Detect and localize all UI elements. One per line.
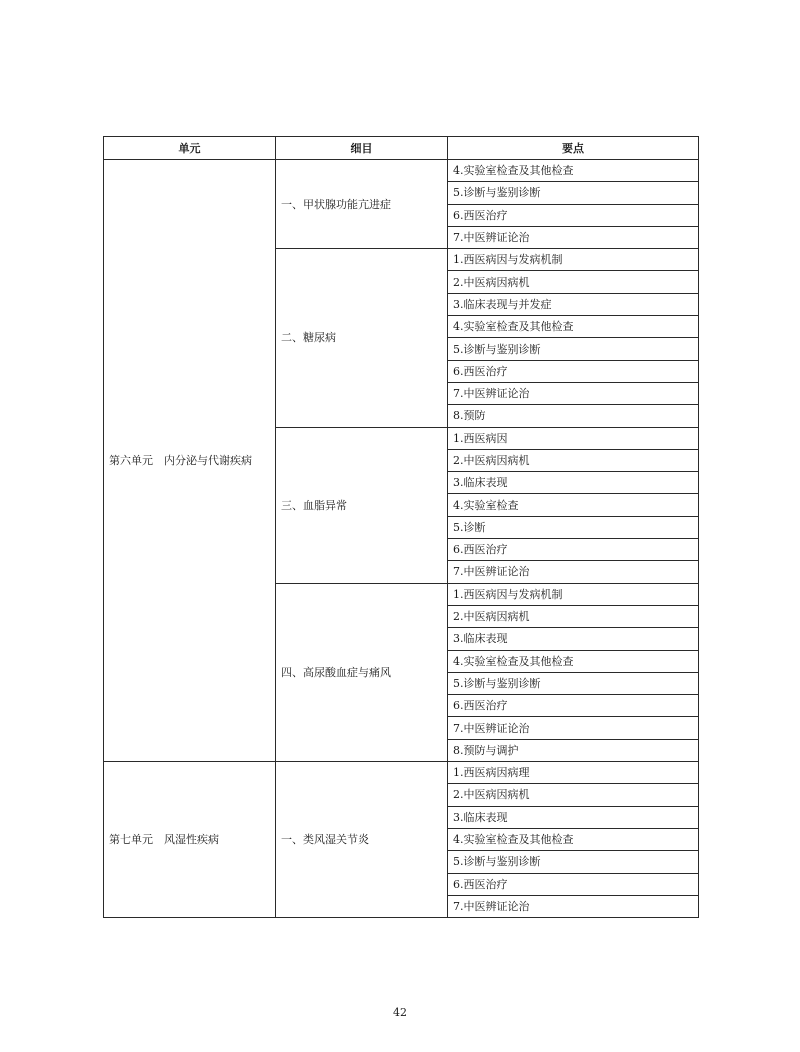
point-cell: 3.临床表现 [448, 806, 699, 828]
point-cell: 7.中医辨证论治 [448, 717, 699, 739]
point-cell: 5.诊断与鉴别诊断 [448, 182, 699, 204]
table-row [104, 160, 699, 182]
topic-cell: 二、糖尿病 [276, 249, 448, 427]
topic-cell: 三、血脂异常 [276, 427, 448, 583]
point-cell: 6.西医治疗 [448, 873, 699, 895]
point-cell: 5.诊断 [448, 516, 699, 538]
topic-cell: 四、高尿酸血症与痛风 [276, 583, 448, 761]
point-cell: 6.西医治疗 [448, 204, 699, 226]
point-cell: 4.实验室检查及其他检查 [448, 650, 699, 672]
point-cell: 1.西医病因 [448, 427, 699, 449]
point-cell: 7.中医辨证论治 [448, 561, 699, 583]
point-cell: 6.西医治疗 [448, 539, 699, 561]
point-cell: 5.诊断与鉴别诊断 [448, 851, 699, 873]
point-cell: 3.临床表现 [448, 628, 699, 650]
point-cell: 2.中医病因病机 [448, 605, 699, 627]
point-cell: 2.中医病因病机 [448, 271, 699, 293]
page-number: 42 [393, 1006, 407, 1019]
header-unit: 单元 [104, 137, 276, 160]
topic-cell: 一、类风湿关节炎 [276, 762, 448, 918]
point-cell: 6.西医治疗 [448, 360, 699, 382]
point-cell: 8.预防与调护 [448, 739, 699, 761]
point-cell: 7.中医辨证论治 [448, 226, 699, 248]
point-cell: 4.实验室检查及其他检查 [448, 828, 699, 850]
point-cell: 2.中医病因病机 [448, 784, 699, 806]
point-cell: 1.西医病因与发病机制 [448, 249, 699, 271]
point-cell: 4.实验室检查及其他检查 [448, 316, 699, 338]
point-cell: 8.预防 [448, 405, 699, 427]
point-cell: 5.诊断与鉴别诊断 [448, 338, 699, 360]
topic-cell: 一、甲状腺功能亢进症 [276, 160, 448, 249]
point-cell: 1.西医病因病理 [448, 762, 699, 784]
header-points: 要点 [448, 137, 699, 160]
header-topic: 细目 [276, 137, 448, 160]
point-cell: 5.诊断与鉴别诊断 [448, 672, 699, 694]
point-cell: 7.中医辨证论治 [448, 895, 699, 917]
point-cell: 4.实验室检查 [448, 494, 699, 516]
point-cell: 6.西医治疗 [448, 695, 699, 717]
table-row [104, 762, 699, 784]
unit-cell: 第七单元 风湿性疾病 [104, 762, 276, 918]
point-cell: 1.西医病因与发病机制 [448, 583, 699, 605]
point-cell: 4.实验室检查及其他检查 [448, 160, 699, 182]
point-cell: 7.中医辨证论治 [448, 382, 699, 404]
table-header-row [104, 137, 699, 160]
point-cell: 2.中医病因病机 [448, 449, 699, 471]
point-cell: 3.临床表现 [448, 472, 699, 494]
table-body [104, 160, 699, 918]
unit-cell: 第六单元 内分泌与代谢疾病 [104, 160, 276, 762]
point-cell: 3.临床表现与并发症 [448, 293, 699, 315]
syllabus-table [103, 136, 699, 918]
